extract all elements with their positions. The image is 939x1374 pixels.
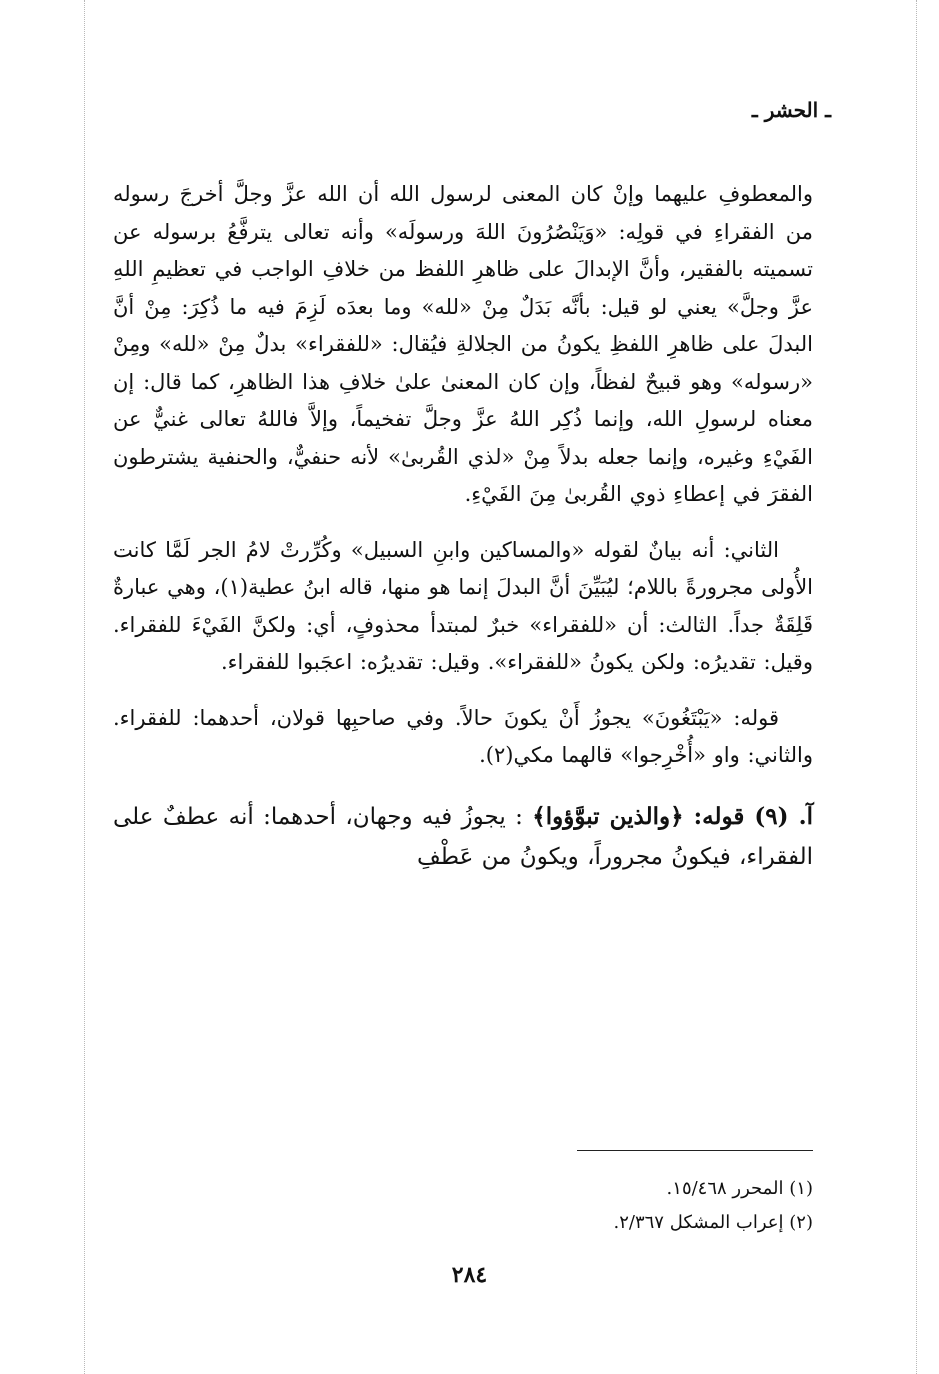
- paragraph-1: والمعطوفِ عليهما وإنْ كان المعنى لرسول الله أن الله عزَّ وجلَّ أخرجَ رسوله من الفقراءِ في قولِه: «وَيَنْصُرُونَ اللهَ ورسولَه» وأنه تعالى يترفَّعُ برسوله عن تسميته بالفقير، وأنَّ الإبدالَ على ظاهرِ اللفظ من خلافِ الواجب في تعظيمِ اللهِ عزَّ وجلَّ» يعني لو قيل: بأنَّه بَدَلٌ مِنْ «لله» وما بعدَه لَزِمَ فيه ما ذُكِرَ: مِنْ أنَّ البدلَ على ظاهرِ اللفظِ يكونُ من الجلالةِ فيُقال: «للفقراء» بدلٌ مِنْ «لله» ومِنْ «رسوله» وهو قبيحٌ لفظاً، وإن كان المعنىٰ علىٰ خلافِ هذا الظاهرِ، كما قال: إن معناه لرسولِ الله، وإنما ذُكِر اللهُ عزَّ وجلَّ تفخيماً، وإلاَّ فاللهُ تعالى غنيٌّ عن الفَيْءِ وغيره، وإنما جعله بدلاً مِنْ «لذي القُربىٰ» لأنه حنفيٌّ، والحنفية يشترطون الفقرَ في إعطاءِ ذوي القُربىٰ مِنَ الفَيْءِ.: [113, 182, 813, 506]
- footnote-2: (٢) إعراب المشكل ٢/٣٦٧.: [613, 1212, 813, 1233]
- footnote-separator: [577, 1150, 813, 1151]
- verse-commentary: : يجوزُ فيه وجهان، أحدهما: أنه عطفٌ على الفقراء، فيكونُ مجروراً، ويكونُ من عَطْفِ: [113, 803, 813, 870]
- paragraph-3: قوله: «يَبْتَغُونَ» يجوزُ أَنْ يكونَ حالاً. وفي صاحبِها قولان، أحدهما: للفقراء. والثاني: واو «أُخْرِجوا» قالهما مكي(٢).: [113, 705, 813, 767]
- running-header: ـ الحشر ـ: [751, 98, 831, 122]
- paragraph-2: الثاني: أنه بيانٌ لقوله «والمساكين وابنِ السبيل» وكُرِّرتْ لامُ الجر لَمَّا كانت الأُولى مجرورةً باللام؛ ليُبَيِّنَ أنَّ البدلَ إنما هو منها، قاله ابنُ عطية(١)، وهي عبارةٌ قَلِقَةٌ جداً. الثالث: أن «للفقراء» خبرٌ لمبتدأ محذوفٍ، أي: ولكنَّ الفَيْءَ للفقراء. وقيل: تقديرُه: ولكن يكونُ «للفقراء». وقيل: تقديرُه: اعجَبوا للفقراء.: [113, 537, 814, 674]
- main-text: [113, 176, 813, 877]
- footnotes: [213, 1172, 813, 1240]
- verse-heading: آ. (٩) قوله: ﴿والذين تبوَّؤوا﴾: [532, 802, 813, 830]
- verse-paragraph: [113, 797, 813, 877]
- page-number: ٢٨٤: [451, 1262, 488, 1288]
- scan-margin-guide-right: [916, 0, 917, 1374]
- footnote-1: (١) المحرر ١٥/٤٦٨.: [666, 1178, 813, 1199]
- scan-margin-guide-left: [84, 0, 85, 1374]
